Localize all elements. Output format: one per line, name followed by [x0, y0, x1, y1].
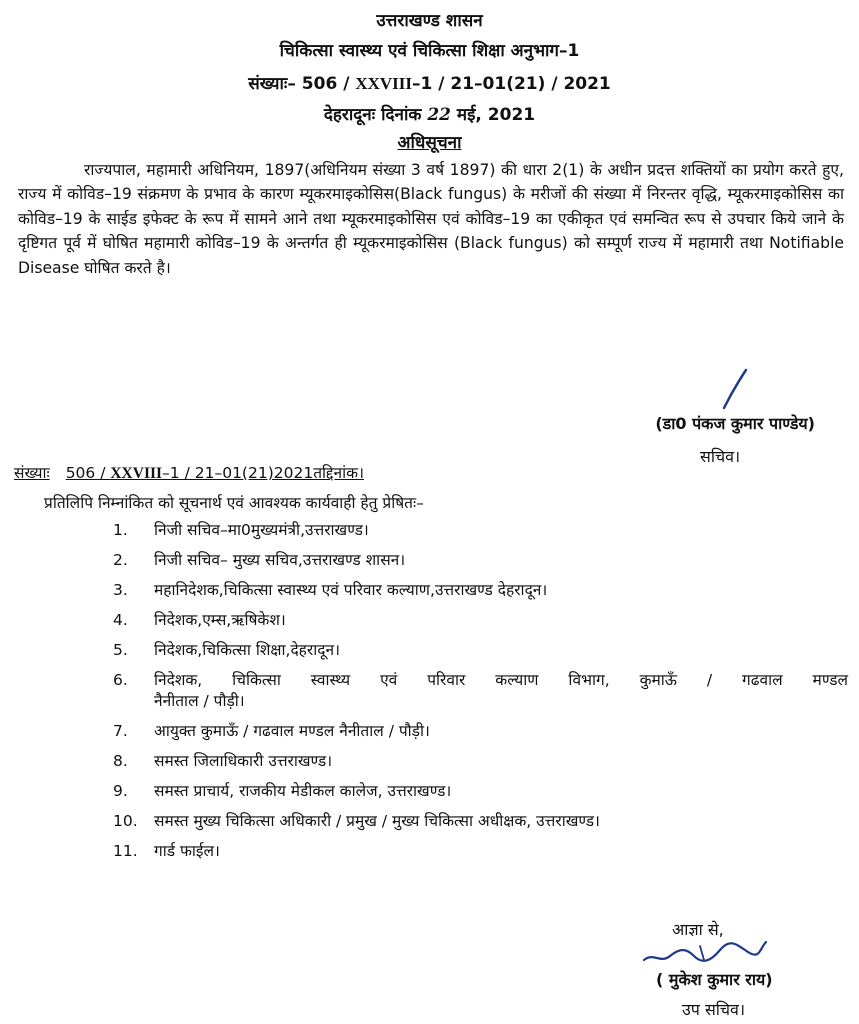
notification-title [0, 132, 859, 154]
list-item [113, 640, 848, 661]
copy-reference-prefix: 506 / [65, 464, 111, 482]
list-item [113, 520, 848, 541]
list-item-text: गार्ड फाईल। [154, 842, 220, 860]
list-item-text: निदेशक,एम्स,ऋषिकेश। [154, 611, 286, 629]
order-number-suffix: –1 / 21–01(21) / 2021 [412, 74, 611, 94]
list-item [113, 841, 848, 862]
list-item-text-continued: नैनीताल / पौड़ी। [154, 692, 245, 710]
order-date-suffix: मई, 2021 [451, 105, 536, 125]
deputy-secretary-signature-mark [640, 930, 770, 970]
order-number-prefix: संख्याः– 506 / [248, 74, 356, 94]
secretary-signature-mark [720, 368, 750, 410]
list-item-text: महानिदेशक,चिकित्सा स्वास्थ्य एवं परिवार कल्याण,उत्तराखण्ड देहरादून। [154, 581, 548, 599]
list-item-text: निजी सचिव– मुख्य सचिव,उत्तराखण्ड शासन। [154, 551, 406, 569]
list-item-number: 3. [113, 581, 128, 599]
list-item-number: 9. [113, 782, 128, 800]
list-item-text: समस्त मुख्य चिकित्सा अधिकारी / प्रमुख / मुख्य चिकित्सा अधीक्षक, उत्तराखण्ड। [154, 812, 600, 830]
list-item-number: 6. [113, 671, 128, 689]
by-order-text: आज्ञा से, [672, 920, 724, 939]
list-item-text: निजी सचिव–मा0मुख्यमंत्री,उत्तराखण्ड। [154, 521, 369, 539]
list-item-number: 5. [113, 641, 128, 659]
list-item [113, 811, 848, 832]
list-item [113, 781, 848, 802]
government-name: उत्तराखण्ड शासन [376, 11, 483, 31]
list-item-text: आयुक्त कुमाऊँ / गढवाल मण्डल नैनीताल / पौड़ी। [154, 722, 430, 740]
list-item [113, 610, 848, 631]
copy-reference-label: संख्याः [14, 464, 50, 482]
list-item-number: 1. [113, 521, 128, 539]
order-date-prefix: देहरादूनः दिनांक [323, 105, 428, 125]
deputy-secretary-name: ( मुकेश कुमार राय) [656, 970, 773, 989]
copy-reference-roman: XXVIII [110, 465, 163, 482]
list-item [113, 580, 848, 601]
recipient-list [113, 520, 848, 871]
notification-title-text: अधिसूचना [397, 133, 462, 153]
list-item-number: 7. [113, 722, 128, 740]
list-item [113, 670, 848, 712]
list-item-number: 8. [113, 752, 128, 770]
handwritten-date-day: 22 [427, 105, 451, 125]
copy-reference-suffix: –1 / 21–01(21)2021तद्दिनांक। [162, 464, 364, 482]
list-item-text: समस्त प्राचार्य, राजकीय मेडीकल कालेज, उत्तराखण्ड। [154, 782, 452, 800]
secretary-designation: सचिव। [700, 447, 741, 466]
list-item-text: समस्त जिलाधिकारी उत्तराखण्ड। [154, 752, 333, 770]
department-name: चिकित्सा स्वास्थ्य एवं चिकित्सा शिक्षा अनुभाग–1 [279, 41, 580, 61]
list-item [113, 550, 848, 571]
copy-intro: प्रतिलिपि निम्नांकित को सूचनार्थ एवं आवश्यक कार्यवाही हेतु प्रेषितः– [44, 494, 424, 512]
list-item-number: 11. [113, 842, 138, 860]
list-item-number: 10. [113, 812, 138, 830]
order-number [0, 73, 859, 95]
notification-body [18, 158, 844, 280]
list-item-text: निदेशक,चिकित्सा शिक्षा,देहरादून। [154, 641, 340, 659]
deputy-secretary-designation: उप सचिव। [682, 1000, 746, 1019]
list-item [113, 721, 848, 742]
copy-reference-number [14, 462, 364, 485]
list-item-number: 4. [113, 611, 128, 629]
notification-body-text: राज्यपाल, महामारी अधिनियम, 1897(अधिनियम संख्या 3 वर्ष 1897) की धारा 2(1) के अधीन प्रदत्त शक्तियों का प्रयोग करते हुए, राज्य में कोविड–19 संक्रमण के प्रभाव के कारण म्यूकरमाइकोसिस(Black fungus) के मरीजों की संख्या में निरन्तर वृद्धि, म्यूकरमाइकोसिस का कोविड–19 के साईड इफेक्ट के रूप में सामने आने तथा म्यूकरमाइकोसिस एवं कोविड–19 का एकीकृत एवं समन्वित रूप से उपचार किये जाने के दृष्टिगत पूर्व में घोषित महामारी कोविड–19 के अन्तर्गत ही म्यूकरमाइकोसिस (Black fungus) को सम्पूर्ण राज्य में महामारी तथा Notifiable Disease घोषित करते है। [18, 161, 844, 277]
list-item-text: निदेशक, चिकित्सा स्वास्थ्य एवं परिवार कल्याण विभाग, कुमाऊँ / गढवाल मण्डल [154, 671, 848, 689]
copy-reference-value [66, 464, 364, 482]
order-date [0, 104, 859, 126]
order-number-roman: XXVIII [355, 74, 413, 93]
list-item-number: 2. [113, 551, 128, 569]
list-item [113, 751, 848, 772]
secretary-name: (डा0 पंकज कुमार पाण्डेय) [655, 414, 815, 433]
